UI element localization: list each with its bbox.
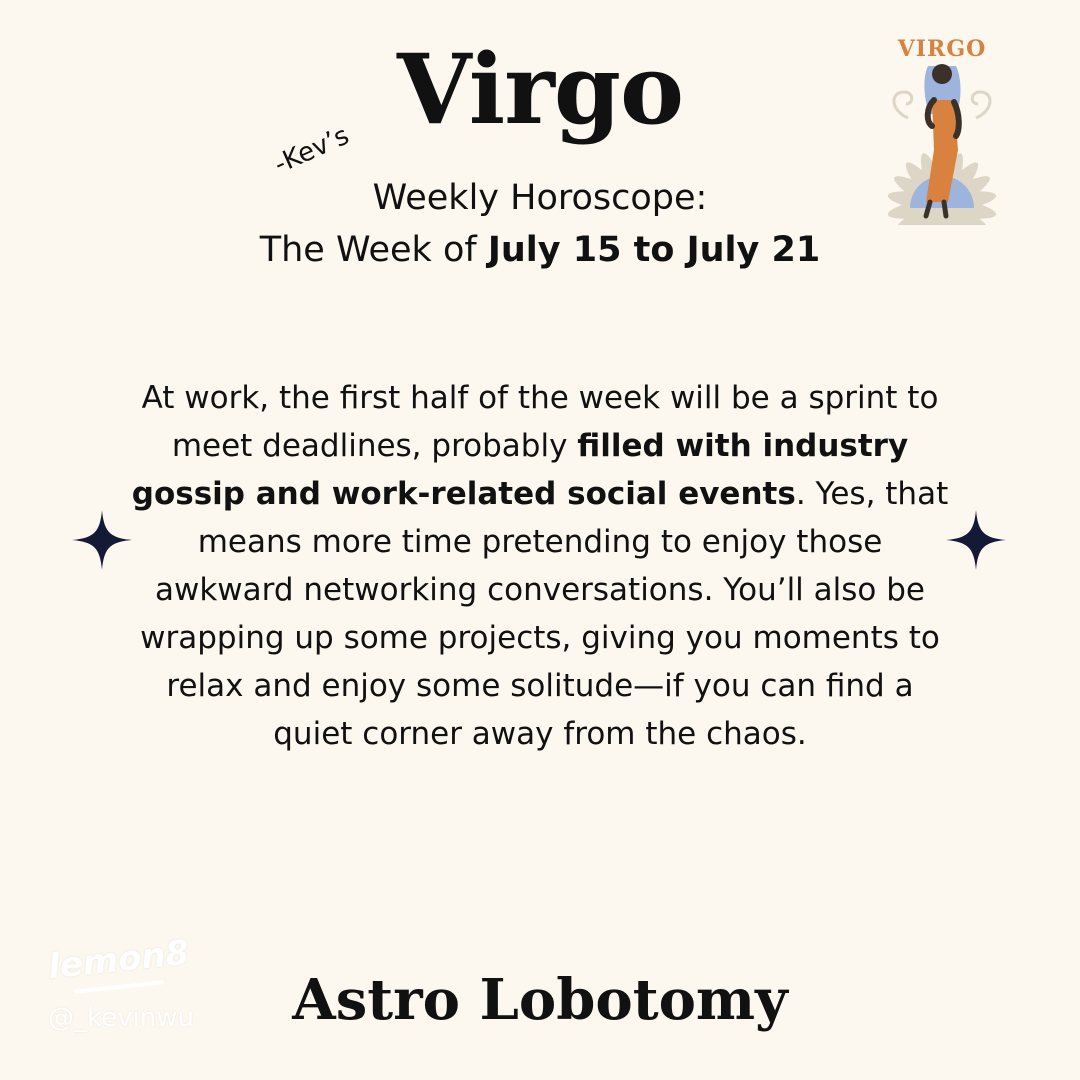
watermark-logo: lemon8 xyxy=(46,932,192,988)
virgo-art-label: VIRGO xyxy=(897,36,987,62)
virgo-figure-icon xyxy=(860,30,1025,225)
kev-label: -Kev’s xyxy=(269,120,354,180)
page-title: Virgo xyxy=(397,33,683,146)
sparkle-right-icon xyxy=(946,510,1006,570)
subtitle-line-1: Weekly Horoscope: xyxy=(372,178,708,218)
horoscope-text-highlight: filled with industry gossip and work-related social events xyxy=(131,428,909,512)
subtitle-dates: July 15 to July 21 xyxy=(487,230,821,270)
horoscope-text-part-1: At work, the first half of the week will be a sprint to meet deadlines, probably xyxy=(141,380,939,464)
subtitle-line-2 xyxy=(260,230,821,270)
watermark-handle: @_kevinwu xyxy=(48,1003,194,1033)
horoscope-text xyxy=(130,374,950,758)
footer-brand: Astro Lobotomy xyxy=(292,967,788,1033)
sparkle-left-icon xyxy=(72,510,132,570)
horoscope-text-part-2: . Yes, that means more time pretending to enjoy those awkward networking conversations. You’ll also be wrapping up some projects, giving you moments to relax and enjoy some solitude—if you can find a quiet corner away from the chaos. xyxy=(140,476,949,752)
subtitle-week-prefix: The Week of xyxy=(259,230,488,270)
